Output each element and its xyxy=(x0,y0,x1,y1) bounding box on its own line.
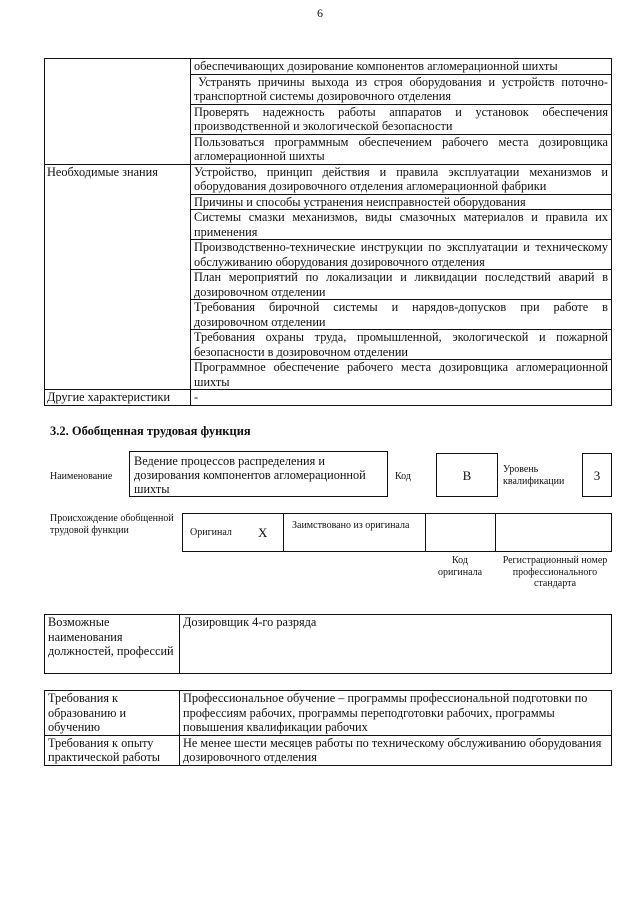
original-mark: X xyxy=(258,525,268,540)
table-row xyxy=(45,615,612,674)
row-value: Производственно-технические инструкции по эксплуатации и техническому обслуживанию оборудования дозировочного отделения xyxy=(191,240,612,270)
row-value: Системы смазки механизмов, виды смазочных материалов и правила их применения xyxy=(191,210,612,240)
row-value: Пользоваться программным обеспечением рабочего места дозировщика агломерационной шихты xyxy=(191,134,612,164)
row-value: Программное обеспечение рабочего места дозировщика агломерационной шихты xyxy=(191,360,612,390)
level-box xyxy=(582,453,612,497)
level-value: 3 xyxy=(593,468,601,483)
table-row xyxy=(45,164,612,194)
education-value: Профессиональное обучение – программы профессиональной подготовки по профессиям рабочих, программы переподготовки рабочих, программы повышения квалификации рабочих xyxy=(180,691,612,736)
section-title: 3.2. Обобщенная трудовая функция xyxy=(50,424,251,438)
name-label: Наименование xyxy=(50,471,113,482)
table-row xyxy=(45,691,612,736)
row-value: План мероприятий по локализации и ликвидации последствий аварий в дозировочном отделении xyxy=(191,270,612,300)
function-name-box xyxy=(129,451,388,497)
code-original-caption: Код оригинала xyxy=(437,555,483,578)
level-label: Уровень квалификации xyxy=(503,464,565,487)
positions-table xyxy=(44,614,612,674)
positions-value: Дозировщик 4-го разряда xyxy=(180,615,612,674)
original-label: Оригинал xyxy=(190,527,232,538)
experience-value: Не менее шести месяцев работы по техническому обслуживанию оборудования дозировочного отделения xyxy=(180,735,612,765)
skills-knowledge-table xyxy=(44,58,612,406)
code-value: В xyxy=(462,468,472,483)
row-value: обеспечивающих дозирование компонентов агломерационной шихты xyxy=(191,59,612,75)
row-value: Требования бирочной системы и нарядов-допусков при работе в дозировочном отделении xyxy=(191,300,612,330)
row-value: Причины и способы устранения неисправностей оборудования xyxy=(191,194,612,210)
table-row xyxy=(45,735,612,765)
row-value: Устройство, принцип действия и правила эксплуатации механизмов и оборудования дозировочного отделения агломерационной фабрики xyxy=(191,164,612,194)
education-label: Требования к образованию и обучению xyxy=(45,691,180,736)
experience-label: Требования к опыту практической работы xyxy=(45,735,180,765)
origin-label: Происхождение обобщенной трудовой функции xyxy=(50,513,174,536)
row-value: Проверять надежность работы аппаратов и установок обеспечения производственной и экологической безопасности xyxy=(191,104,612,134)
function-name-value: Ведение процессов распределения и дозирования компонентов агломерационной шихты xyxy=(134,454,366,496)
borrowed-label: Заимствовано из оригинала xyxy=(292,520,410,531)
table-row xyxy=(45,390,612,406)
row-label-other-characteristics: Другие характеристики xyxy=(45,390,191,406)
row-value: Требования охраны труда, промышленной, экологической и пожарной безопасности в дозировочном отделении xyxy=(191,330,612,360)
page-number: 6 xyxy=(317,6,323,20)
code-box xyxy=(436,453,498,497)
row-label xyxy=(45,59,191,165)
requirements-table xyxy=(44,690,612,766)
registration-number-caption: Регистрационный номер профессионального стандарта xyxy=(502,555,608,589)
code-label: Код xyxy=(395,471,411,482)
row-value: Устранять причины выхода из строя оборудования и устройств поточно-транспортной системы дозировочного отделения xyxy=(191,74,612,104)
row-value: - xyxy=(191,390,612,406)
origin-table xyxy=(182,513,612,552)
table-row xyxy=(45,59,612,75)
positions-label: Возможные наименования должностей, профессий xyxy=(45,615,180,674)
row-label-required-knowledge: Необходимые знания xyxy=(45,164,191,390)
